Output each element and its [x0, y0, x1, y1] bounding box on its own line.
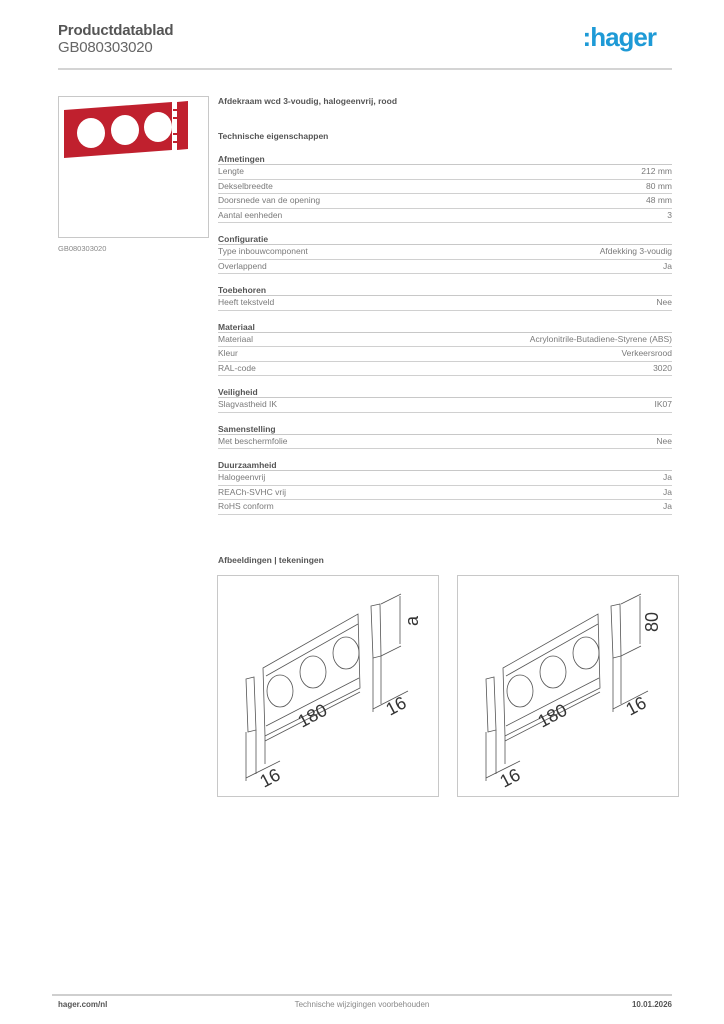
spec-row — [218, 486, 672, 501]
thumbnail-caption: GB080303020 — [58, 244, 107, 253]
spec-label: Slagvastheid IK — [218, 399, 278, 409]
spec-row — [218, 245, 672, 260]
spec-value: Ja — [663, 486, 672, 497]
footer-date: 10.01.2026 — [631, 1000, 672, 1009]
spec-value: Ja — [663, 472, 672, 482]
spec-label: Dekselbreedte — [218, 180, 273, 191]
spec-row — [218, 347, 672, 362]
length-label: 180 — [294, 699, 331, 732]
spec-label: Heeft tekstveld — [218, 297, 275, 307]
spec-value: 3020 — [653, 362, 672, 373]
group-afmetingen — [218, 153, 672, 223]
page-header — [58, 22, 672, 70]
hager-logo: :hager — [582, 22, 656, 52]
height-label: 80 — [642, 611, 662, 632]
spec-row — [218, 209, 672, 224]
spec-label: Met beschermfolie — [218, 435, 288, 446]
spec-row — [218, 194, 672, 209]
spec-label: Aantal eenheden — [218, 209, 283, 220]
spec-label: Materiaal — [218, 333, 253, 344]
product-thumbnail — [58, 96, 209, 238]
group-title: Afmetingen — [218, 153, 672, 165]
group-title: Veiligheid — [218, 386, 672, 398]
spec-row — [218, 362, 672, 377]
spec-value: 212 mm — [641, 166, 672, 176]
technical-title: Technische eigenschappen — [218, 131, 329, 141]
spec-value: 80 mm — [646, 180, 672, 191]
group-toebehoren — [218, 284, 672, 311]
spec-row — [218, 333, 672, 348]
product-name: Afdekraam wcd 3-voudig, halogeenvrij, rood — [218, 96, 398, 106]
spec-row — [218, 180, 672, 195]
right-end-label: 16 — [382, 692, 410, 720]
spec-label: RAL-code — [218, 362, 256, 373]
footer-disclaimer: Technische wijzigingen voorbehouden — [294, 1000, 430, 1009]
group-configuratie — [218, 233, 672, 274]
spec-row — [218, 296, 672, 311]
group-samenstelling — [218, 423, 672, 450]
spec-label: Halogeenvrij — [218, 472, 266, 482]
spec-label: Type inbouwcomponent — [218, 246, 308, 256]
group-veiligheid — [218, 386, 672, 413]
spec-row — [218, 398, 672, 413]
spec-row — [218, 500, 672, 515]
spec-content — [218, 96, 672, 515]
spec-value: 48 mm — [646, 195, 672, 205]
spec-value: Nee — [656, 297, 672, 307]
group-title: Duurzaamheid — [218, 459, 672, 471]
spec-value: Ja — [663, 501, 672, 511]
spec-label: Doorsnede van de opening — [218, 195, 321, 205]
group-materiaal — [218, 321, 672, 377]
spec-label: RoHS conform — [218, 501, 274, 511]
spec-row — [218, 471, 672, 486]
technical-drawing-2 — [457, 575, 679, 797]
spec-value: 3 — [667, 209, 672, 220]
footer-divider — [52, 994, 672, 996]
length-label: 180 — [534, 699, 571, 732]
group-title: Materiaal — [218, 321, 672, 333]
dimension-drawing — [218, 576, 438, 796]
header-divider — [58, 68, 672, 70]
spec-row — [218, 165, 672, 180]
spec-label: REACh-SVHC vrij — [218, 486, 287, 497]
spec-value: Nee — [656, 435, 672, 446]
spec-label: Kleur — [218, 348, 238, 358]
spec-row — [218, 260, 672, 275]
left-end-label: 16 — [256, 764, 284, 792]
spec-value: IK07 — [654, 399, 672, 409]
right-end-label: 16 — [622, 692, 650, 720]
spec-value: Verkeersrood — [621, 348, 672, 358]
spec-label: Overlappend — [218, 260, 267, 271]
spec-label: Lengte — [218, 166, 244, 176]
spec-value: Ja — [663, 260, 672, 271]
technical-drawing-1 — [217, 575, 439, 797]
website-link[interactable]: hager.com/nl — [58, 1000, 108, 1009]
group-title: Toebehoren — [218, 284, 672, 296]
spec-value: Acrylonitrile-Butadiene-Styrene (ABS) — [529, 333, 672, 344]
document-title: Productdatablad — [58, 22, 174, 39]
group-title: Configuratie — [218, 233, 672, 245]
dimension-drawing — [458, 576, 678, 796]
group-title: Samenstelling — [218, 423, 672, 435]
product-code: GB080303020 — [58, 39, 153, 56]
spec-row — [218, 435, 672, 450]
gallery-title: Afbeeldingen | tekeningen — [218, 555, 324, 565]
spec-value: Afdekking 3-voudig — [599, 246, 672, 256]
group-duurzaamheid — [218, 459, 672, 515]
cover-frame-image — [59, 97, 210, 239]
height-label: a — [402, 615, 422, 626]
left-end-label: 16 — [496, 764, 524, 792]
